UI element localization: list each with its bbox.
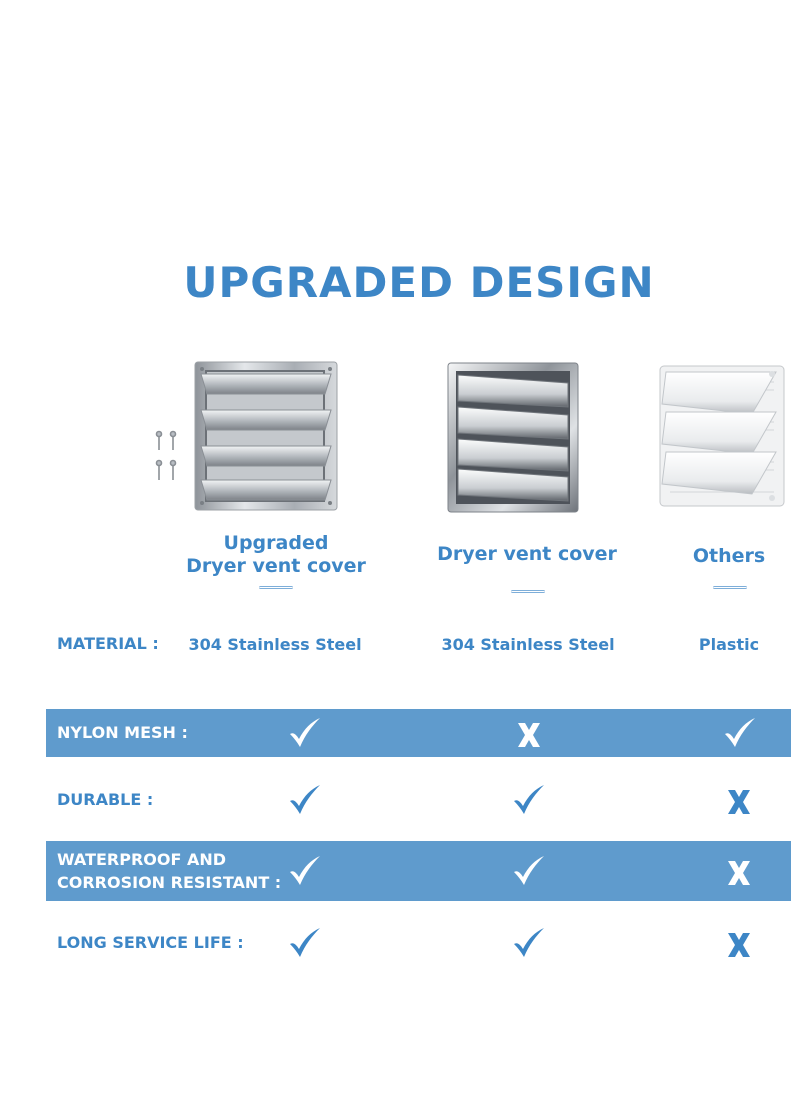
material-value-upgraded: 304 Stainless Steel bbox=[188, 635, 362, 654]
column-title-upgraded-line2: Dryer vent cover bbox=[186, 555, 366, 577]
column-underline-others bbox=[713, 586, 747, 589]
nylon-mesh-dryer-vent-x-icon bbox=[511, 719, 547, 751]
material-value-others: Plastic bbox=[698, 635, 760, 654]
material-value-dryer-vent: 304 Stainless Steel bbox=[441, 635, 615, 654]
long-service-life-dryer-vent-check-icon bbox=[511, 927, 547, 959]
durable-others-x-icon bbox=[721, 786, 757, 818]
plastic-vent-image bbox=[656, 362, 788, 510]
column-title-upgraded bbox=[176, 532, 376, 578]
feature-label-waterproof bbox=[57, 848, 281, 894]
column-title-dryer-vent: Dryer vent cover bbox=[437, 543, 617, 565]
feature-label-nylon-mesh: NYLON MESH : bbox=[57, 723, 188, 742]
screws-image bbox=[153, 430, 179, 486]
material-label: MATERIAL : bbox=[57, 634, 159, 653]
durable-upgraded-check-icon bbox=[287, 784, 323, 816]
column-underline-dryer-vent bbox=[511, 590, 545, 593]
page-title: UPGRADED DESIGN bbox=[183, 258, 655, 307]
column-title-others: Others bbox=[692, 545, 766, 567]
column-title-upgraded-line1: Upgraded bbox=[223, 532, 329, 554]
durable-dryer-vent-check-icon bbox=[511, 784, 547, 816]
nylon-mesh-others-check-icon bbox=[722, 717, 758, 749]
waterproof-dryer-vent-check-icon bbox=[511, 855, 547, 887]
upgraded-vent-image bbox=[193, 360, 339, 512]
feature-label-waterproof-line1: WATERPROOF AND bbox=[57, 850, 227, 869]
long-service-life-others-x-icon bbox=[721, 929, 757, 961]
dryer-vent-image bbox=[446, 361, 580, 514]
nylon-mesh-upgraded-check-icon bbox=[287, 717, 323, 749]
feature-label-long-service-life: LONG SERVICE LIFE : bbox=[57, 933, 244, 952]
feature-label-durable: DURABLE : bbox=[57, 790, 154, 809]
waterproof-others-x-icon bbox=[721, 857, 757, 889]
waterproof-upgraded-check-icon bbox=[287, 855, 323, 887]
feature-label-waterproof-line2: CORROSION RESISTANT : bbox=[57, 873, 282, 892]
column-underline-upgraded bbox=[259, 586, 293, 589]
long-service-life-upgraded-check-icon bbox=[287, 927, 323, 959]
